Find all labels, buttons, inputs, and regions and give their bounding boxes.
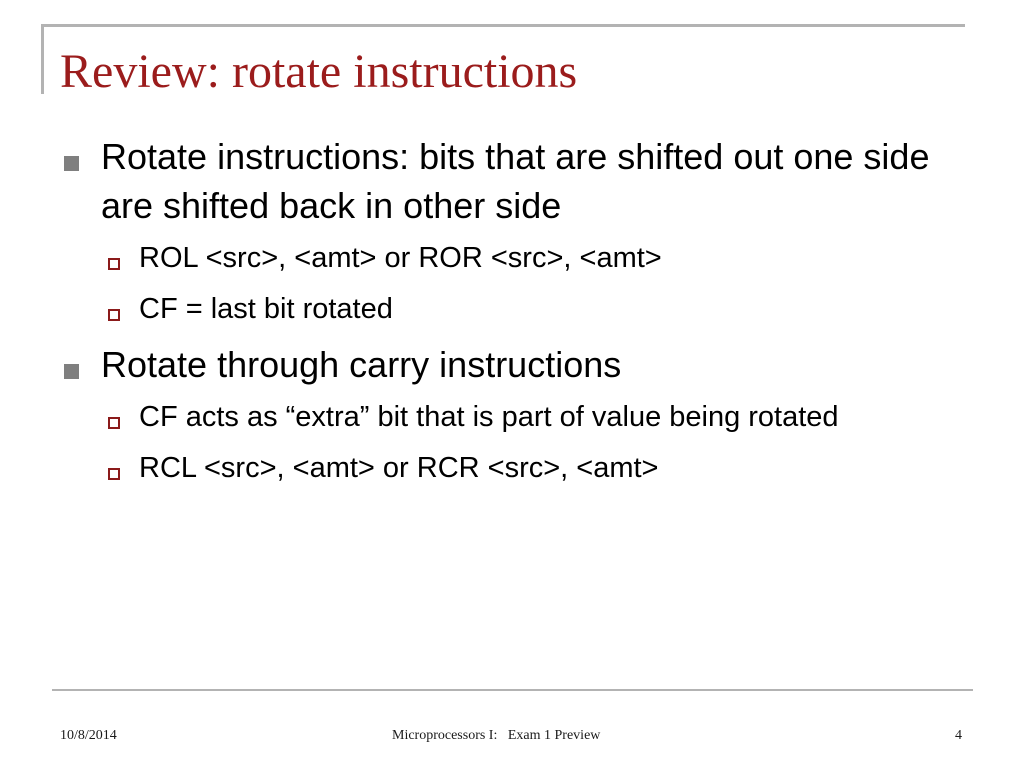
box-bullet-icon — [108, 309, 120, 321]
slide-number: 4 — [955, 728, 962, 743]
sub-bullet-text: ROL <src>, <amt> or ROR <src>, <amt> — [139, 242, 662, 274]
slide-title: Review: rotate instructions — [60, 45, 578, 98]
decorative-vertical-rule — [41, 24, 44, 94]
square-bullet-icon — [64, 156, 79, 171]
footer-divider — [52, 689, 973, 691]
square-bullet-icon — [64, 364, 79, 379]
sub-bullet-text: CF = last bit rotated — [139, 293, 393, 325]
box-bullet-icon — [108, 417, 120, 429]
slide-content — [60, 132, 960, 499]
sub-bullet-text: RCL <src>, <amt> or RCR <src>, <amt> — [139, 452, 659, 484]
box-bullet-icon — [108, 468, 120, 480]
sub-bullet-item — [60, 238, 960, 279]
bullet-item — [60, 132, 960, 230]
bullet-text: Rotate through carry instructions — [101, 344, 622, 385]
footer-date: 10/8/2014 — [60, 728, 117, 743]
sub-bullet-text: CF acts as “extra” bit that is part of value being rotated — [139, 401, 839, 433]
box-bullet-icon — [108, 258, 120, 270]
sub-bullet-item — [60, 397, 960, 438]
sub-bullet-item — [60, 289, 960, 330]
sub-bullet-item — [60, 448, 960, 489]
decorative-top-rule — [41, 24, 965, 27]
footer-course-title: Microprocessors I: Exam 1 Preview — [392, 728, 601, 743]
bullet-text: Rotate instructions: bits that are shifted out one side are shifted back in other side — [101, 136, 930, 226]
bullet-item — [60, 340, 960, 389]
